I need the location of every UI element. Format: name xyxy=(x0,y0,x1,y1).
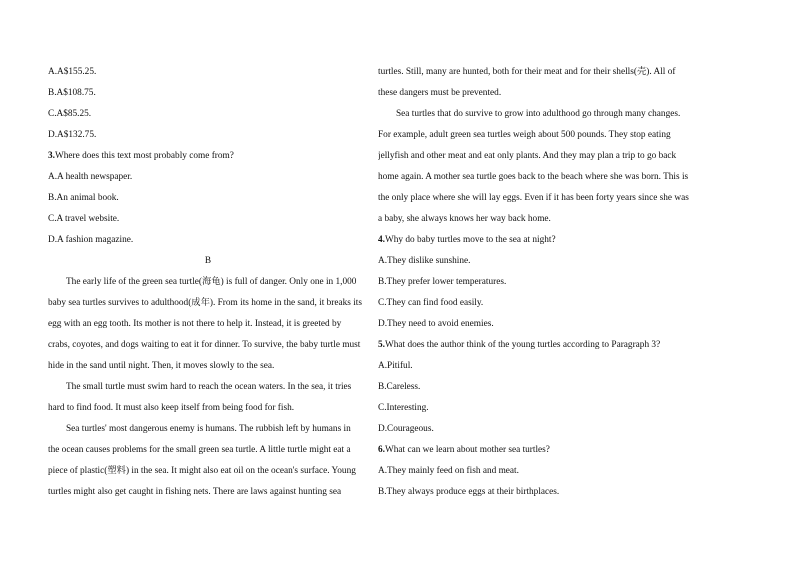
q6-option-a: A.They mainly feed on fish and meat. xyxy=(378,466,519,476)
passage-line: baby sea turtles survives to adulthood(成年). From its home in the sand, it breaks its xyxy=(48,298,362,308)
passage-line: For example, adult green sea turtles weigh about 500 pounds. They stop eating xyxy=(378,130,671,140)
q2-option-a: A.A$155.25. xyxy=(48,67,97,77)
passage-line: turtles might also get caught in fishing nets. There are laws against hunting sea xyxy=(48,487,342,497)
q4-option-b: B.They prefer lower temperatures. xyxy=(378,277,507,287)
q6-text: What can we learn about mother sea turtles? xyxy=(384,445,550,455)
passage-line: turtles. Still, many are hunted, both for their meat and for their shells(壳). All of xyxy=(378,67,676,77)
q4-option-c: C.They can find food easily. xyxy=(378,298,484,308)
section-heading: B xyxy=(204,256,212,266)
q5-option-b: B.Careless. xyxy=(378,382,421,392)
q5-option-a: A.Pitiful. xyxy=(378,361,413,371)
q4-option-a: A.They dislike sunshine. xyxy=(378,256,471,266)
passage-line: Sea turtles that do survive to grow into adulthood go through many changes. xyxy=(396,109,681,119)
passage-line: Sea turtles' most dangerous enemy is humans. The rubbish left by humans in xyxy=(66,424,351,434)
q4-text: Why do baby turtles move to the sea at night? xyxy=(384,235,556,245)
q5-text: What does the author think of the young turtles according to Paragraph 3? xyxy=(384,340,661,350)
q5-option-d: D.Courageous. xyxy=(378,424,434,434)
q3-option-d: D.A fashion magazine. xyxy=(48,235,134,245)
q3-option-a: A.A health newspaper. xyxy=(48,172,133,182)
q5-option-c: C.Interesting. xyxy=(378,403,429,413)
passage-line: a baby, she always knows her way back home. xyxy=(378,214,551,224)
q5-question xyxy=(378,335,696,356)
q3-option-b: B.An animal book. xyxy=(48,193,119,203)
q6-question xyxy=(378,440,696,461)
q6-option-b: B.They always produce eggs at their birthplaces. xyxy=(378,487,560,497)
q5-number: 5. xyxy=(378,340,385,350)
q3-question xyxy=(48,146,368,167)
passage-line: The small turtle must swim hard to reach the ocean waters. In the sea, it tries xyxy=(66,382,352,392)
passage-line: the only place where she will lay eggs. Even if it has been forty years since she was xyxy=(378,193,689,203)
passage-line: crabs, coyotes, and dogs waiting to eat it for dinner. To survive, the baby turtle must xyxy=(48,340,361,350)
q6-number: 6. xyxy=(378,445,385,455)
passage-line: home again. A mother sea turtle goes back to the beach where she was born. This is xyxy=(378,172,689,182)
passage-line: the ocean causes problems for the small green sea turtle. A little turtle might eat a xyxy=(48,445,351,455)
q2-option-d: D.A$132.75. xyxy=(48,130,97,140)
passage-line: jellyfish and other meat and eat only plants. And they may plan a trip to go back xyxy=(378,151,677,161)
q4-number: 4. xyxy=(378,235,385,245)
passage-line: The early life of the green sea turtle(海龟) is full of danger. Only one in 1,000 xyxy=(66,277,357,287)
q4-question xyxy=(378,230,696,251)
q3-number: 3. xyxy=(48,151,55,161)
right-column xyxy=(378,62,696,503)
passage-line: piece of plastic(塑料) in the sea. It might also eat oil on the ocean's surface. Young xyxy=(48,466,356,476)
q4-option-d: D.They need to avoid enemies. xyxy=(378,319,494,329)
q3-option-c: C.A travel website. xyxy=(48,214,120,224)
q2-option-b: B.A$108.75. xyxy=(48,88,96,98)
q2-option-c: C.A$85.25. xyxy=(48,109,92,119)
passage-line: hard to find food. It must also keep itself from being food for fish. xyxy=(48,403,295,413)
q3-text: Where does this text most probably come from? xyxy=(54,151,234,161)
passage-line: these dangers must be prevented. xyxy=(378,88,502,98)
left-column xyxy=(48,62,368,503)
passage-line: egg with an egg tooth. Its mother is not there to help it. Instead, it is greeted by xyxy=(48,319,342,329)
passage-line: hide in the sand until night. Then, it moves slowly to the sea. xyxy=(48,361,275,371)
